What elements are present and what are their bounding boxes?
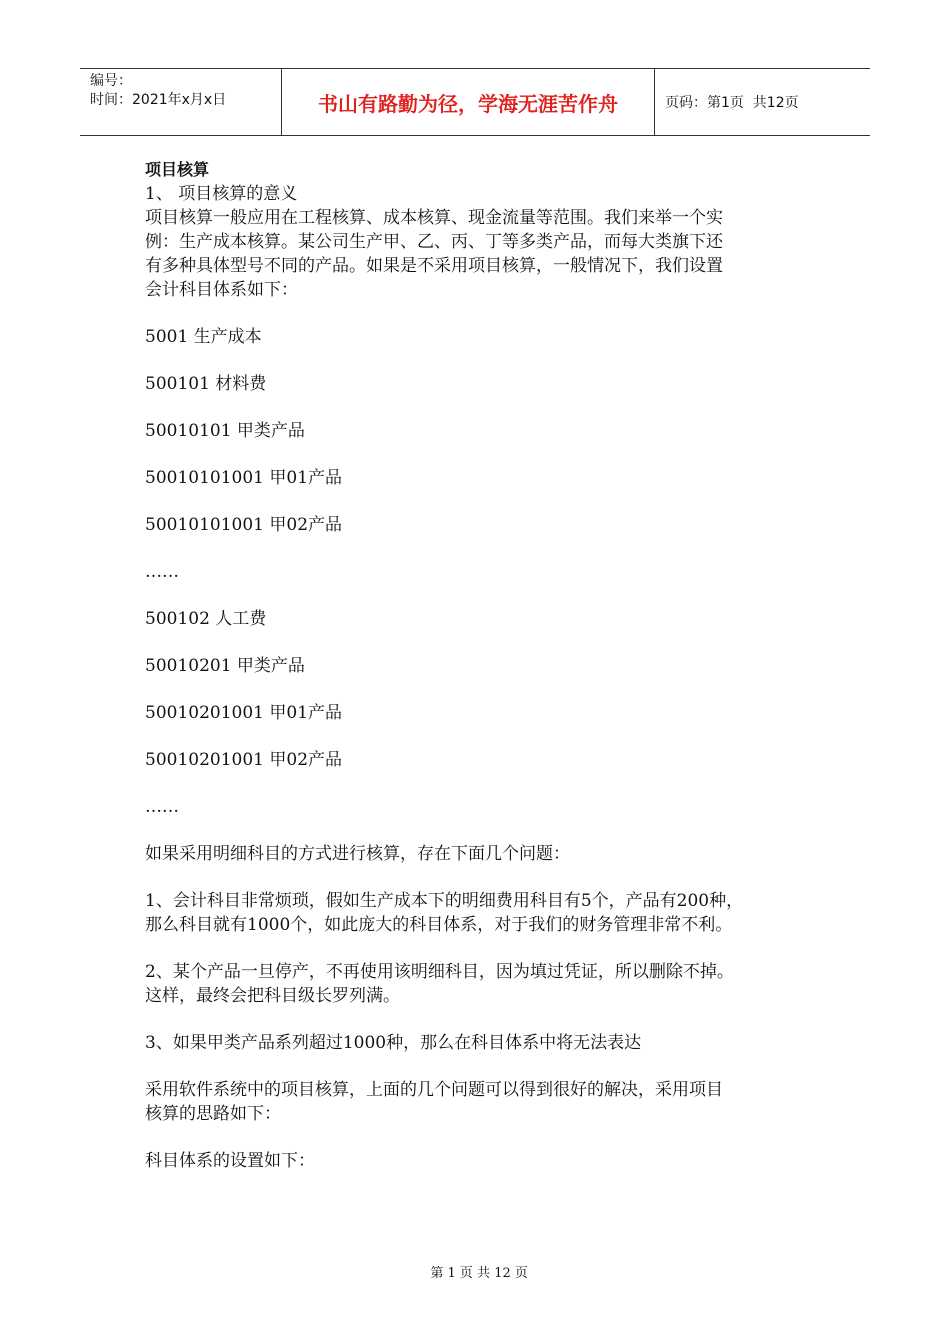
account-item: 50010201 甲类产品 bbox=[145, 656, 305, 676]
doc-title: 项目核算 bbox=[145, 160, 210, 179]
account-ellipsis: …… bbox=[145, 562, 179, 582]
page-footer bbox=[0, 1247, 950, 1281]
account-item: 5001 生产成本 bbox=[145, 327, 262, 347]
page-info-text: 页码：第1页 共12页 bbox=[665, 95, 799, 111]
account-item: 50010201001 甲02产品 bbox=[145, 750, 343, 770]
document-body bbox=[145, 158, 805, 1173]
page-info-cell bbox=[655, 69, 870, 135]
problems-intro: 如果采用明细科目的方式进行核算，存在下面几个问题： bbox=[145, 844, 570, 864]
account-item: 500101 材料费 bbox=[145, 374, 267, 394]
solution-line: 采用软件系统中的项目核算，上面的几个问题可以得到很好的解决，采用项目 bbox=[145, 1080, 723, 1100]
setup-line: 科目体系的设置如下： bbox=[145, 1151, 315, 1171]
time-label: 时间：2021年x月x日 bbox=[90, 92, 227, 108]
account-item: 50010101 甲类产品 bbox=[145, 421, 305, 441]
paragraph-line: 例：生产成本核算。某公司生产甲、乙、丙、丁等多类产品，而每大类旗下还 bbox=[145, 232, 723, 252]
account-item: 50010101001 甲01产品 bbox=[145, 468, 343, 488]
section-heading: 1、 项目核算的意义 bbox=[145, 184, 298, 204]
page-header bbox=[80, 68, 870, 136]
paragraph-line: 项目核算一般应用在工程核算、成本核算、现金流量等范围。我们来举一个实 bbox=[145, 208, 723, 228]
account-item: 50010201001 甲01产品 bbox=[145, 703, 343, 723]
problem-1-line: 1、会计科目非常烦琐，假如生产成本下的明细费用科目有5个，产品有200种， bbox=[145, 891, 744, 911]
problem-2-line: 这样，最终会把科目级长罗列满。 bbox=[145, 986, 400, 1006]
number-label: 编号： bbox=[90, 73, 132, 89]
paragraph-line: 会计科目体系如下： bbox=[145, 280, 298, 300]
problem-2-line: 2、某个产品一旦停产，不再使用该明细科目，因为填过凭证，所以删除不掉。 bbox=[145, 962, 734, 982]
account-ellipsis: …… bbox=[145, 797, 179, 817]
account-item: 50010101001 甲02产品 bbox=[145, 515, 343, 535]
solution-line: 核算的思路如下： bbox=[145, 1104, 281, 1124]
motto-text: 书山有路勤为径，学海无涯苦作舟 bbox=[318, 91, 618, 116]
problem-1-line: 那么科目就有1000个，如此庞大的科目体系，对于我们的财务管理非常不利。 bbox=[145, 915, 733, 935]
footer-page-number: 第 1 页 共 12 页 bbox=[430, 1266, 528, 1281]
motto-cell bbox=[282, 69, 655, 135]
problem-3-line: 3、如果甲类产品系列超过1000种，那么在科目体系中将无法表达 bbox=[145, 1033, 642, 1053]
account-item: 500102 人工费 bbox=[145, 609, 267, 629]
paragraph-line: 有多种具体型号不同的产品。如果是不采用项目核算，一般情况下，我们设置 bbox=[145, 256, 723, 276]
header-meta-cell bbox=[80, 69, 282, 135]
